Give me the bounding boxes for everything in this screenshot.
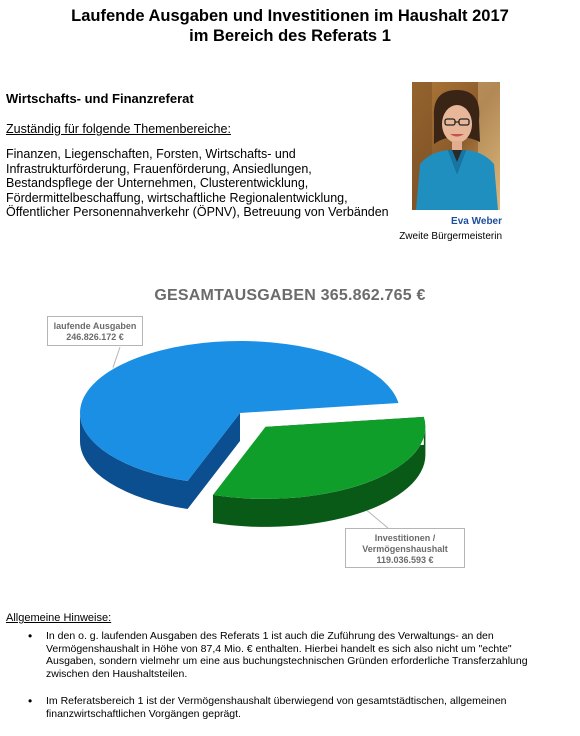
notes-heading: Allgemeine Hinweise: <box>6 612 112 624</box>
label-investments <box>345 528 465 568</box>
pie-chart <box>40 305 540 585</box>
label-current-name: laufende Ausgaben <box>53 321 137 331</box>
responsibility-line: Fördermittelbeschaffung, wirtschaftliche Regionalentwicklung, <box>6 190 348 205</box>
label-current-expenses <box>47 316 143 346</box>
responsibility-line: Bestandspflege der Unternehmen, Clusterentwicklung, <box>6 176 309 190</box>
label-leader-invest <box>367 511 388 528</box>
responsibility-text <box>6 147 396 220</box>
label-current-value: 246.826.172 € <box>66 332 124 342</box>
title-line-2: im Bereich des Referats 1 <box>189 27 391 45</box>
responsibility-heading: Zuständig für folgende Themenbereiche: <box>6 122 231 136</box>
responsibility-line: Finanzen, Liegenschaften, Forsten, Wirtschafts- und <box>6 147 296 161</box>
person-name: Eva Weber <box>451 216 502 227</box>
portrait-photo <box>412 82 500 210</box>
page-title <box>0 6 580 46</box>
title-line-1: Laufende Ausgaben und Investitionen im Haushalt 2017 <box>71 7 509 25</box>
department-name: Wirtschafts- und Finanzreferat <box>6 91 194 106</box>
chart-title: GESAMTAUSGABEN 365.862.765 € <box>154 287 426 304</box>
person-role: Zweite Bürgermeisterin <box>399 231 502 242</box>
responsibility-line: Öffentlicher Personennahverkehr (ÖPNV), Betreuung von Verbänden <box>6 205 389 219</box>
label-invest-name-1: Investitionen / <box>374 533 436 543</box>
label-invest-name-2: Vermögenshaushalt <box>362 544 448 554</box>
responsibility-line: Infrastrukturförderung, Frauenförderung, Ansiedlungen, <box>6 161 312 176</box>
label-leader-current <box>113 347 120 368</box>
note-item: • In den o. g. laufenden Ausgaben des Referats 1 ist auch die Zuführung des Verwaltungs- an den Vermögenshaushalt in Höhe von 87,4 Mio. € enthalten. Hierbei handelt es sich also nicht um "echte" Ausgaben, sondern vielmehr um eine aus buchungstechnischen Gründen erforderliche Transferzahlung zwischen den Haushaltsteilen. <box>28 630 533 680</box>
label-invest-value: 119.036.593 € <box>376 555 434 565</box>
note-item: • Im Referatsbereich 1 ist der Vermögenshaushalt überwiegend von gesamtstädtischen, allgemeinen finanzwirtschaftlichen Vorgängen geprägt. <box>28 695 533 720</box>
notes-list <box>28 630 533 735</box>
